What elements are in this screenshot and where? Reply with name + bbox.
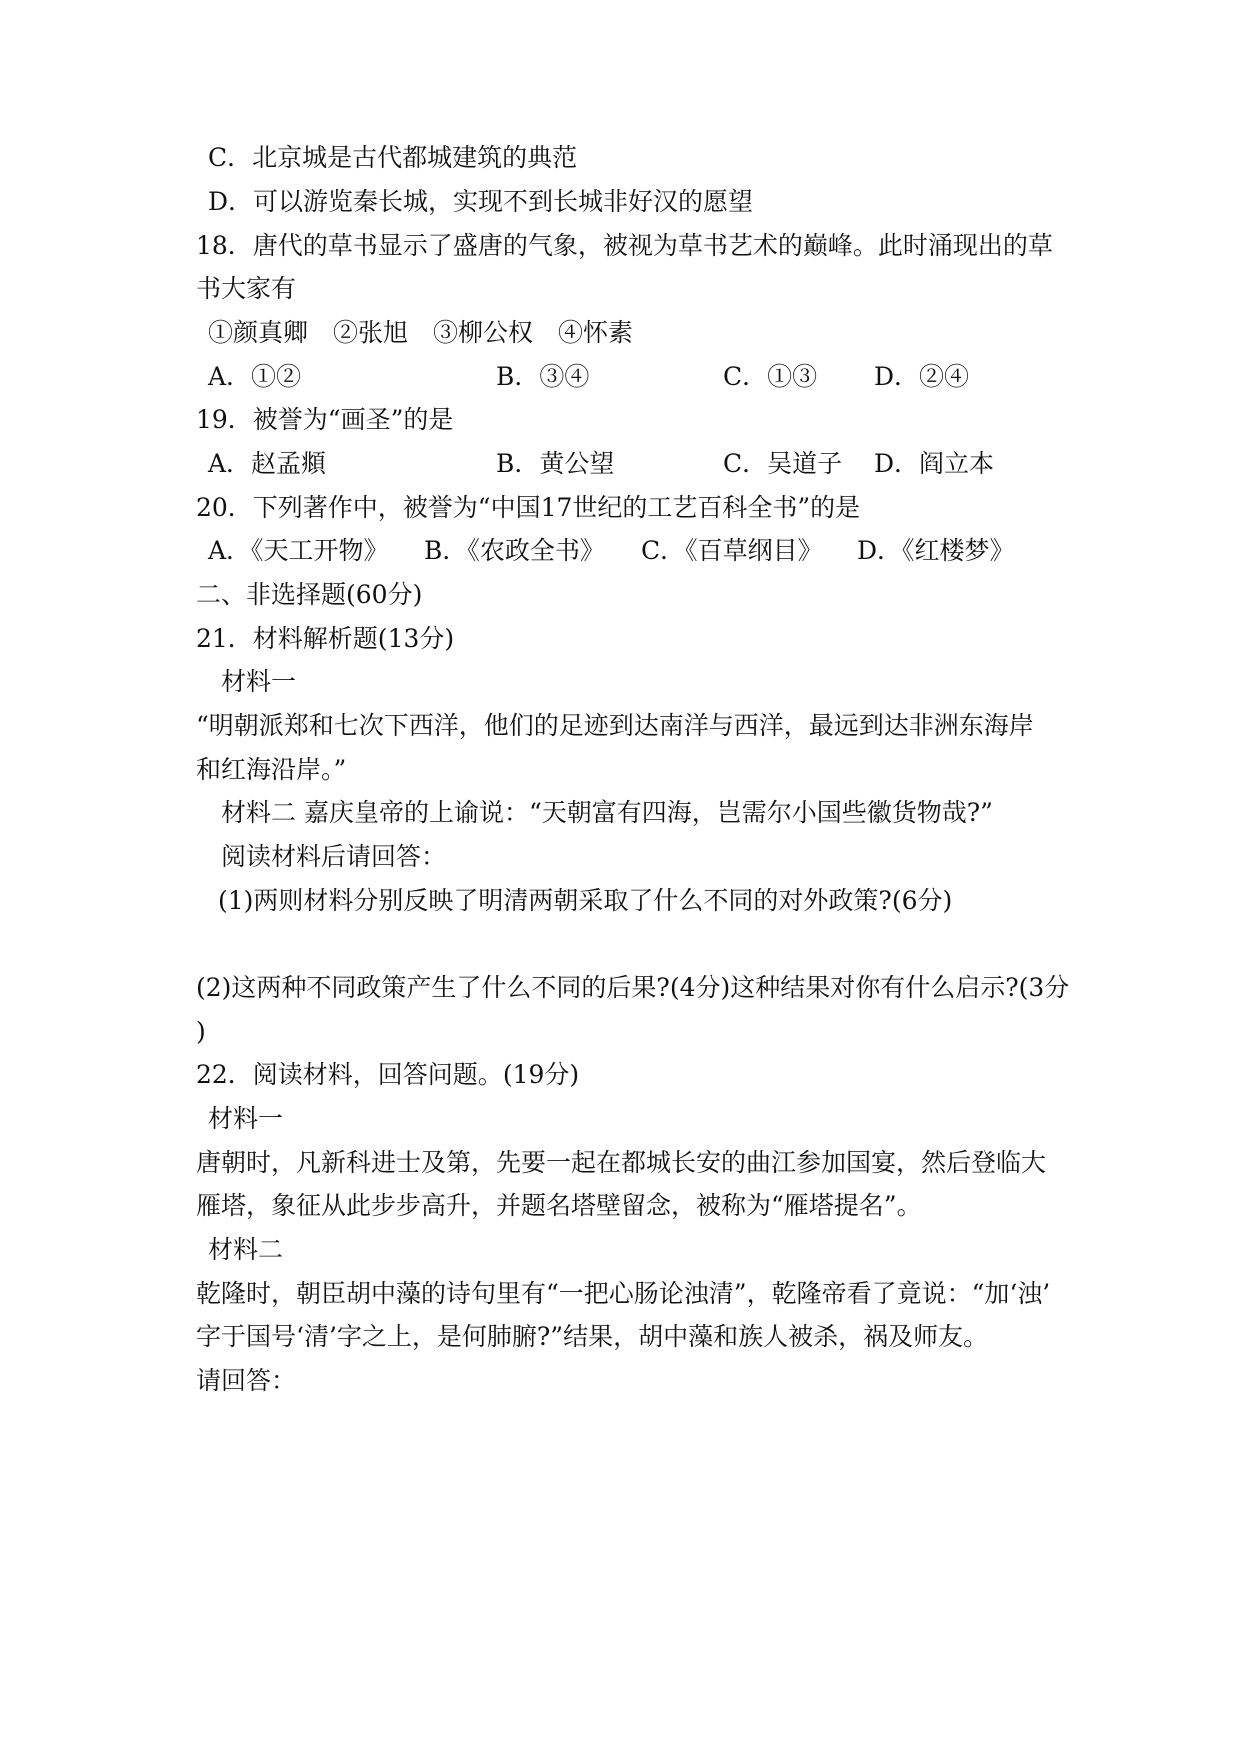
q18-items: ①颜真卿 ②张旭 ③柳公权 ④怀素 [208,318,634,347]
q21-material1-label: 材料一 [221,667,297,696]
q21-material2: 材料二 嘉庆皇帝的上谕说：“天朝富有四海，岂需尔小国些徽货物哉?” [221,798,993,827]
q22-material2-label: 材料二 [208,1235,284,1264]
q21-instruction: 阅读材料后请回答： [221,842,447,871]
q22-material2-line2: 字于国号‘清’字之上，是何肺腑?”结果，胡中藻和族人被杀，祸及师友。 [196,1322,989,1351]
q22-material1-line1: 唐朝时，凡新科进士及第，先要一起在都城长安的曲江参加国宴，然后登临大 [196,1148,1047,1177]
q22-heading: 22．阅读材料，回答问题。(19分) [196,1060,580,1089]
section2-heading: 二、非选择题(60分) [196,580,423,609]
q22-prompt: 请回答： [196,1366,297,1395]
q20-option-c: C．《百草纲目》 [641,536,823,565]
q21-heading: 21．材料解析题(13分) [196,624,455,653]
q18-option-b: B．③④ [496,362,590,391]
q20-options [0,533,1241,569]
q18-option-c: C．①③ [723,362,818,391]
q22-material1-line2: 雁塔，象征从此步步高升，并题名塔壁留念，被称为“雁塔提名”。 [196,1191,922,1220]
q19-option-d: D．阎立本 [874,449,995,478]
q21-material1-line2: 和红海沿岸。” [196,755,347,784]
q17-option-d: D．可以游览秦长城，实现不到长城非好汉的愿望 [208,187,754,216]
q20-option-a: A．《天工开物》 [208,536,389,565]
q22-material1-label: 材料一 [208,1104,284,1133]
q18-stem-line1: 18．唐代的草书显示了盛唐的气象，被视为草书艺术的巅峰。此时涌现出的草 [196,231,1053,260]
q20-stem: 20．下列著作中，被誉为“中国17世纪的工艺百科全书”的是 [196,493,861,522]
q19-option-b: B．黄公望 [496,449,615,478]
q19-stem: 19．被誉为“画圣”的是 [196,405,454,434]
q19-option-a: A．赵孟頫 [208,449,327,478]
q18-option-d: D．②④ [874,362,970,391]
q18-options [0,359,1241,395]
q19-options [0,446,1241,482]
q21-material1-line1: “明朝派郑和七次下西洋，他们的足迹到达南洋与西洋，最远到达非洲东海岸 [196,711,1034,740]
q21-subquestion-2-line2: ) [196,1017,206,1046]
q20-option-b: B．《农政全书》 [424,536,605,565]
q18-stem-line2: 书大家有 [196,274,297,303]
q19-option-c: C．吴道子 [723,449,843,478]
q21-subquestion-2-line1: (2)这两种不同政策产生了什么不同的后果?(4分)这种结果对你有什么启示?(3分 [196,973,1070,1002]
q17-option-c: C．北京城是古代都城建筑的典范 [208,143,578,172]
q18-option-a: A．①② [208,362,302,391]
q22-material2-line1: 乾隆时，朝臣胡中藻的诗句里有“一把心肠论浊清”，乾隆帝看了竟说：“加‘浊’ [196,1279,1051,1308]
q20-option-d: D．《红楼梦》 [857,536,1015,565]
q21-subquestion-1: (1)两则材料分别反映了明清两朝采取了什么不同的对外政策?(6分) [218,886,953,915]
